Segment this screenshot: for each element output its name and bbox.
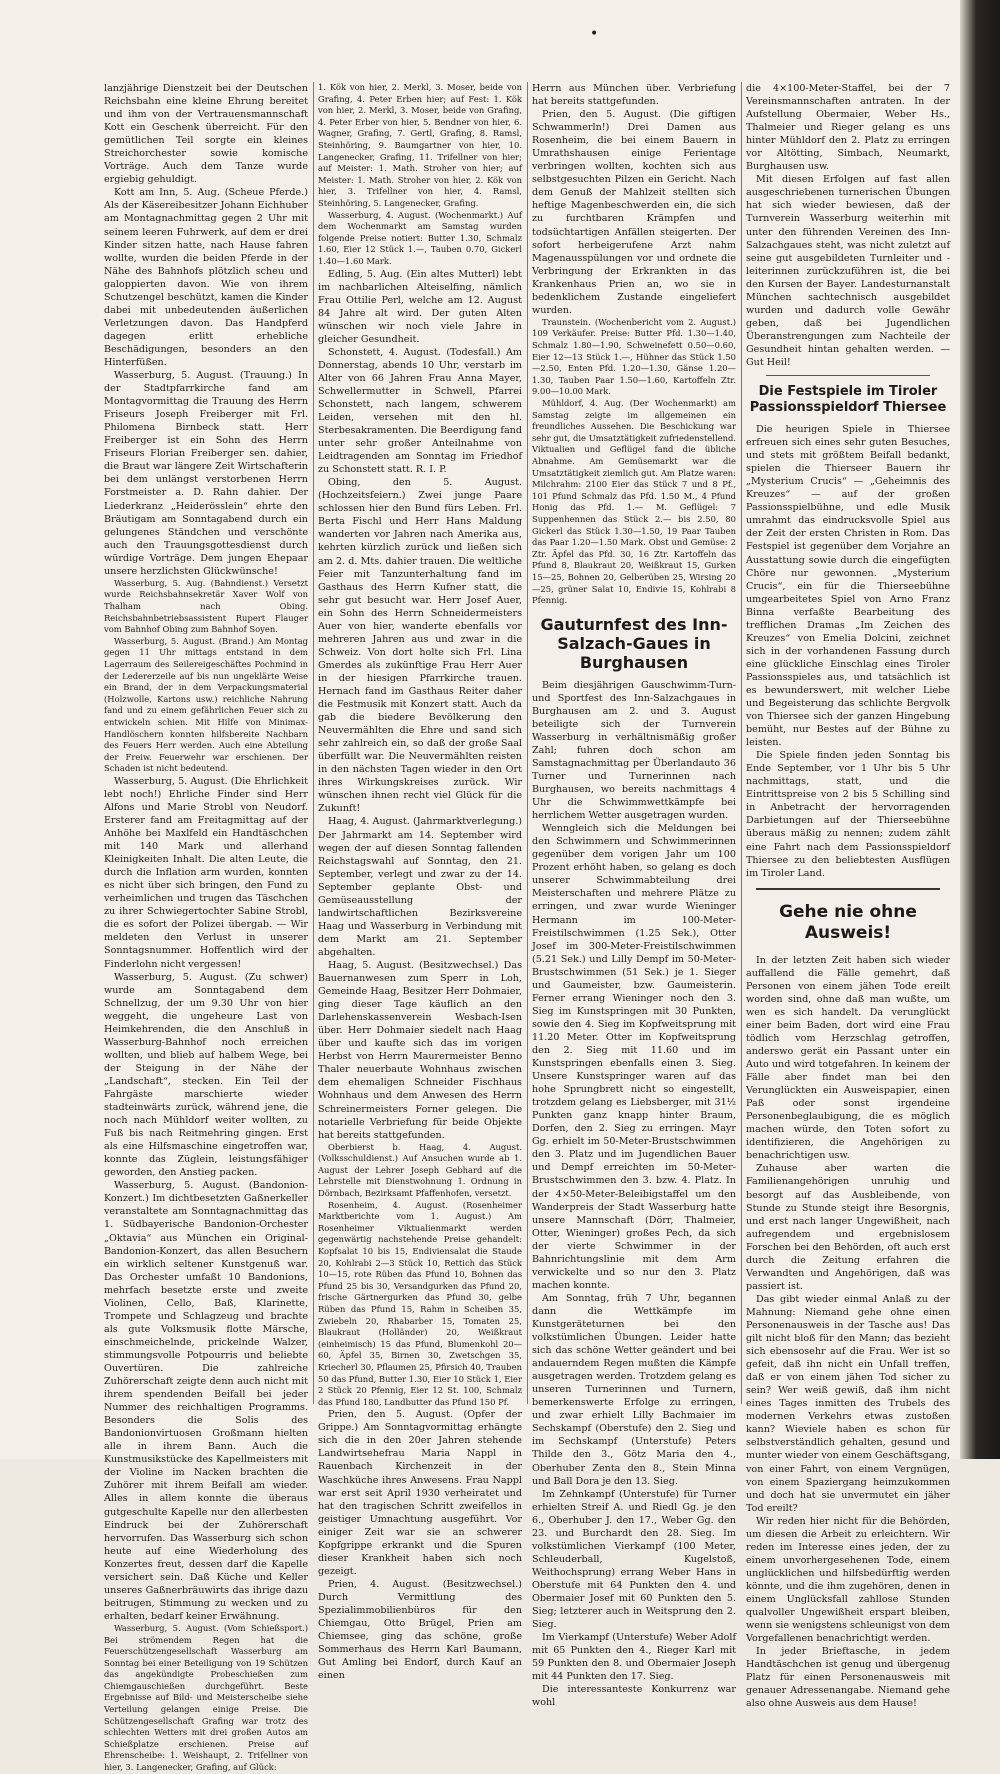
article-paragraph: Prien, den 5. August. (Opfer der Grippe.) Am Sonntagvormittag erhängte sich die in den 20er Jahren stehende Landwirtsehefrau Maria Nappl in Rauenbach Kirchenzeit in der Waschküche ihres Anwesens. Frau Nappl war erst seit April 1930 verheiratet und hat den tragischen Schritt zweifellos in geistiger Umnachtung ausgeführt. Vor einiger Zeit war sie an schwerer Kopfgrippe erkrankt und die Spuren dieser Krankheit haben sich noch gezeigt. (318, 1409, 522, 1577)
article-paragraph: Die Spiele finden jeden Sonntag bis Ende September, vor 1 Uhr bis 5 Uhr nachmittags, statt, und die Eintrittspreise von 2 bis 5 Schilling sind in Anbetracht der hervorragenden Darbietungen auf der Thierseebühne überaus mäßig zu nennen; zudem zählt eine Fahrt nach dem Passionsspieldorf Thiersee zu den beliebtesten Ausflügen im Tiroler Land. (746, 750, 950, 879)
article-headline: Gauturnfest des Inn-Salzach-Gaues in Burghausen (540, 614, 728, 672)
article-paragraph: Wasserburg, 5. August. (Vom Schießsport.) Bei strömendem Regen hat die Feuerschützengesellschaft Wasserburg am Sonntag bei einer Beteiligung von 19 Schützen das angekündigte Probeschießen zum Chiemgauschießen durchgeführt. Beste Ergebnisse auf Bild- und Meisterscheibe siehe Verteilung gelangen einige Preise. Die Schützengesellschaft Grafing war trotz des schlechten Wetters mit drei großen Autos am Schießplatze erschienen. Preise auf Ehrenscheibe: 1. Weishaupt, 2. Trifellner von hier, 3. Langenecker, Grafing, auf Glück: (104, 1622, 308, 1773)
article-paragraph: Beim diesjährigen Gauschwimm-Turn- und Sportfest des Inn-Salzachgaues in Burghausen am 2. und 3. August beteiligte sich der Turnverein Wasserburg in verhältnismäßig großer Zahl; fuhren doch schon am Samstagnachmittag per Überlandauto 36 Turner und Turnerinnen nach Burghausen, wo bereits nachmittags 4 Uhr die Schwimmwettkämpfe bei herrlichem Wetter ausgetragen wurden. (532, 679, 736, 822)
column-4 (746, 82, 950, 1710)
article-paragraph: Am Sonntag, früh 7 Uhr, begannen dann die Wettkämpfe im Kunstgeräteturnen bei den volkstümlichen Übungen. Leider hatte sich das schöne Wetter geändert und bei andauerndem Regen mußten die Kämpfe ausgetragen werden. Trotzdem gelang es unseren Turnerinnen und Turnern, bemerkenswerte Erfolge zu erringen, und zwar erhielt Lilly Bachmaier im Sechskampf (Oberstufe) den 2. Sieg und im Sechskampf (Unterstufe) Peters Thilde den 3., Götz Maria den 4., Oberhuber Zenta den 8., Stein Minna und Ball Dora je den 13. Sieg. (532, 1292, 736, 1487)
article-paragraph: Wasserburg, 5. August. (Bandonion-Konzert.) Im dichtbesetzten Gaßnerkeller veranstaltete am Sonntagnachmittag das 1. Südbayerische Bandonion-Orchester „Oktavia“ aus München ein Original-Bandonion-Konzert, das allen Besuchern ein wirklich seltener Kunstgenuß war. Das Orchester umfaßt 10 Bandonions, mehrfach besetzte erste und zweite Violinen, Cello, Baß, Klarinette, Trompete und Schlagzeug und brachte als gute Volksmusik flotte Märsche, einschmeichelnde, prickelnde Walzer, stimmungsvolle Potpourris und beliebte Ouvertüren. Die zahlreiche Zuhörerschaft zeigte denn auch nicht mit ihrem spendenden Beifall bei jeder Nummer des reichhaltigen Programms. Besonders die Solis des Bandonionvirtuosen Großmann hielten alle in ihrem Bann. Auch die Kunstmusikstücke des Kapellmeisters mit der Violine im Nacken brachten die Zuhörer mit ihrem Beifall am wieder. Alles in allem konnte die überaus gutgeschulte Kapelle nur den allerbesten Eindruck bei der Zuhörerschaft hervorrufen. Das Wasserburg sich schon heute auf eine Wiederholung des Konzertes freut, dessen darf die Kapelle versichert sein. Daß Küche und Keller unseres Gaßnerbräuwirts das ihrige dazu beitrugen, Stimmung zu wecken und zu erhalten, bedarf keiner Erwähnung. (104, 1180, 308, 1622)
article-paragraph: Herrn aus München über. Verbriefung hat bereits stattgefunden. (532, 83, 736, 108)
article-paragraph: Rosenheim, 4. August. (Rosenheimer Marktberichte vom 1. August.) Am Rosenheimer Viktualienmarkt werden gegenwärtig nachstehende Preise gehandelt: Kopfsalat 10 bis 15, Endiviensalat die Staude 20, Kohlrabi 2—3 Stück 10, Rettich das Stück 10—15, rote Rüben das Pfund 10, Bohnen das Pfund 25 bis 30, Versandgurken das Pfund 20, frische Gärtnergurken das Pfund 30, gelbe Rüben das Pfund 15, Rahm in Scheiben 35, Zwiebeln 20, Rhabarber 15, Tomaten 25, Blaukraut (Holländer) 20, Weißkraut (einheimisch) 15 das Pfund, Blumenkohl 20—60, Äpfel 35, Birnen 30, Zwetschgen 35, Kriecherl 30, Pflaumen 25, Pfirsich 40, Trauben 50 das Pfund, Butter 1.30, Eier 10 Stück 1, Eier 2 Stück 20 Pfennig, Eier 12 St. 100, Schmalz das Pfund 180, Landbutter das Pfund 150 Pf. (318, 1199, 522, 1407)
article-paragraph: Oberbierst b. Haag, 4. August. (Volksschuldienst.) Auf Ansuchen wurde ab 1. August der Lehrer Joseph Gebhard auf die Lehrstelle mit Dienstwohnung 1. Ordnung in Dörnbach, Bezirksamt Pfaffenhofen, versetzt. (318, 1141, 522, 1199)
article-paragraph: Die interessanteste Konkurrenz war wohl (532, 1684, 736, 1709)
section-separator (756, 888, 940, 890)
article-paragraph: Wasserburg, 5. Aug. (Bahndienst.) Versetzt wurde Reichsbahnsekretär Xaver Wolf von Thalham nach Obing. Reichsbahnbetriebsassistent Rupert Flauger vom Bahnhof Obing zum Bahnhof Soyen. (104, 577, 308, 635)
article-paragraph: Im Vierkampf (Unterstufe) Weber Adolf mit 65 Punkten den 4., Rieger Karl mit 59 Punkten den 8. und Obermaier Joseph mit 44 Punkten den 17. Sieg. (532, 1632, 736, 1683)
article-paragraph: Mühldorf, 4. Aug. (Der Wochenmarkt) am Samstag zeigte im allgemeinen ein freundliches Aussehen. Die Beschickung war sehr gut, die Umsatztätigkeit zufriedenstellend. Viktualien und Geflügel fand die übliche Abnahme. Am Gemüsemarkt war die Umsatztätigkeit ziemlich gut. Am Platze waren: Milchrahm: 2100 Eier das Stück 7 und 8 Pf., 101 Pfund Schmalz das Pfd. 1.50 M., 4 Pfund Honig das Pfd. 1.— M. Geflügel: 7 Suppenhennen das Stück 2.— bis 2.50, 80 Gickerl das Stück 1.30—1.50, 19 Paar Tauben das Paar 1.20—1.50 Mark. Obst und Gemüse: 2 Ztr. Äpfel das Pfd. 30, 16 Ztr. Kartoffeln das Pfund 8, Blaukraut 20, Weißkraut 15, Gurken 15—25, Bohnen 20, Gelberüben 25, Wirsing 20—25, grüner Salat 10, Endivie 15, Kohlrabi 8 Pfennig. (532, 398, 736, 606)
article-paragraph: Prien, den 5. August. (Die giftigen Schwammerln!) Drei Damen aus Rosenheim, die bei einem Bauern in Umrathshausen einige Ferientage verbringen wollten, kochten sich aus selbstgesuchten Pilzen ein Gericht. Nach dem Genuß der Mahlzeit stellten sich heftige Magenbeschwerden ein, die sich zu furchtbaren Krämpfen und todsüchtartigen Anfällen steigerten. Der sofort herbeigerufene Arzt nahm Magenausspülungen vor und ordnete die Verbringung der Erkrankten in das Krankenhaus Prien an, wo sie in bedenklichem Zustande eingeliefert wurden. (532, 109, 736, 316)
article-headline: Die Festspiele im Tiroler Passionsspieldorf Thiersee (749, 384, 947, 416)
article-paragraph: Wenngleich sich die Meldungen bei den Schwimmern und Schwimmerinnen gegenüber dem vorigen Jahr um 100 Prozent erhöht haben, so gelang es doch unserer Schwimmabteilung drei Meisterschaften und mehrere Plätze zu erringen, und zwar wurde Wieninger Hermann im 100-Meter-Freistilschwimmen (1.25 Sek.), Otter Josef im 300-Meter-Freistilschwimmen (5.21 Sek.) und Lilly Dempf im 50-Meter-Brustschwimmen (51 Sek.) je 1. Sieger und Gaumeister, bzw. Gaumeisterin. Ferner errang Wieninger noch den 3. Sieg im Kunstspringen mit 30 Punkten, sowie den 4. Sieg im Kopfweitsprung mit 11.20 Meter. Otter im Kopfweitsprung den 2. Sieg mit 11.60 und im Kunstspringen ebenfalls einen 3. Sieg. Unsere Kunstspringer waren auf das hohe Sprungbrett nicht so eingestellt, trotzdem gelang es Liebsberger, mit 31½ Punkten ganz knapp hinter Braum, Dorfen, den 2. Sieg zu erringen. Mayr Gg. erhielt im 50-Meter-Brustschwimmen den 3. Platz und im Jugendlichen Bauer und Dempf erreichten im 50-Meter-Brustschwimmen den 3. bzw. 4. Platz. In der 4×50-Meter-Beleibigstaffel um den Wanderpreis der Stadt Wasserburg hatte unsere Mannschaft (Dörr, Thalmeier, Otter, Wieninger) großes Pech, da sich der vierte Schwimmer in der Bahnrichtungslinie mit dem Arm verwickelte und so nur den 3. Platz machen konnte. (532, 823, 736, 1291)
article-paragraph: Traunstein. (Wochenbericht vom 2. August.) 109 Verkäufer. Preise: Butter Pfd. 1.30—1.40, Schmalz 1.80—1.90, Schweinefett 0.50—0.60, Eier 12—13 Stück 1.—, Hühner das Stück 1.50—2.50, Enten Pfd. 1.20—1.30, Gänse 1.20—1.30, Tauben Paar 1.50—1.60, Kartoffeln Ztr. 9.00—10.00 Mark. (532, 316, 736, 397)
article-paragraph: Wir reden hier nicht für die Behörden, um diesen die Arbeit zu erleichtern. Wir reden im Interesse eines jeden, der zu einem unvorhergesehenen Tode, einem unglücklichen und hilfsbedürftig werden könnte, und die ihm zugehören, denen in einem Unglücksfall zahllose Stunden qualvoller Ungewißheit erspart bleiben, wenn sie wenigstens schleunigst von dem Vorgefallenen benachrichtigt werden. (746, 1515, 950, 1645)
article-paragraph: Schonstett, 4. August. (Todesfall.) Am Donnerstag, abends 10 Uhr, verstarb im Alter von 66 Jahren Frau Anna Mayer, Schwellermutter in Schwell, Pfarrei Schonstett, nach langem, schwerem Leiden, versehen mit den hl. Sterbesakramenten. Die Beerdigung fand unter sehr großer Anteilnahme von Leidtragenden am Sonntag im Friedhof zu Schonstett statt. R. I. P. (318, 346, 522, 476)
article-paragraph: Das gibt wieder einmal Anlaß zu der Mahnung: Niemand gehe ohne einen Personenausweis in der Tasche aus! Das gilt nicht bloß für den Mann; das bezieht sich ebensosehr auf die Frau. Wer ist so gefeit, daß ihn nicht ein Unfall treffen, daß er von einem jähen Tod sicher zu sein? Wer weiß gewiß, daß ihm nicht eines Tages inmitten des Trubels des modernen Verkehrs etwas zustoßen kann? Wieviele haben es schon für selbstverständlich gehalten, gesund und munter wieder von einem Geschäftsgang, von einer Fahrt, von einem Vergnügen, von einem Spaziergang heimzukommen und doch hat sie unvermutet ein jäher Tod ereilt? (746, 1293, 950, 1514)
article-paragraph: Im Zehnkampf (Unterstufe) für Turner erhielten Streif A. und Riedl Gg. je den 6., Oberhuber J. den 17., Weber Gg. den 23. und Burchardt den 28. Sieg. Im volkstümlichen Vierkampf (100 Meter, Schleuderball, Kugelstoß, Weithochsprung) errang Weber Hans in Oberstufe mit 64 Punkten den 4. und Obermaier Josef mit 60 Punkten den 5. Sieg; letzterer auch in Weitsprung den 2. Sieg. (532, 1488, 736, 1631)
column-rule (313, 82, 314, 1404)
article-headline: Gehe nie ohne Ausweis! (779, 901, 917, 943)
article-paragraph: Haag, 4. August. (Jahrmarktverlegung.) Der Jahrmarkt am 14. September wird wegen der auf diesen Sonntag fallenden Reichstagswahl auf Sonntag, den 21. September, verlegt und zwar zu der 14. September geplante Obst- und Gemüseausstellung der landwirtschaftlichen Bezirksvereine Haag und Wasserburg in Verbindung mit dem Markt am 21. September abgehalten. (318, 816, 522, 958)
column-rule (741, 82, 742, 1404)
article-paragraph: lanzjährige Dienstzeit bei der Deutschen Reichsbahn eine kleine Ehrung bereitet und ihm von der Vertrauensmannschaft Kott ein Geschenk überreicht. Für den gemütlichen Teil sorgte ein kleines Streichorchester sowie komische Vorträge. Auch dem Tanze wurde ergiebig gehuldigt. (104, 83, 308, 186)
article-paragraph: Zuhause aber warten die Familienangehörigen unruhig und besorgt auf das Ausbleibende, von Stunde zu Stunde steigt ihre Besorgnis, und erst nach langer Ungewißheit, nach aufregendem und ergebnislosem Forschen bei den Behörden, oft auch erst durch die Zeitung erfahren die Verwandten und Angehörigen, daß was passiert ist. (746, 1163, 950, 1292)
column-1 (104, 82, 308, 1773)
column-rule (527, 82, 528, 1404)
article-paragraph: Edling, 5. Aug. (Ein altes Mutterl) lebt im nachbarlichen Alteiselfing, nämlich Frau Ottilie Perl, welche am 12. August 84 Jahre alt wird. Der guten Alten wünschen wir noch viele Jahre in gleicher Gesundheit. (318, 268, 522, 345)
article-paragraph: Kott am Inn, 5. Aug. (Scheue Pferde.) Als der Käsereibesitzer Johann Eichhuber am Montagnachmittag gegen 2 Uhr mit seinem leeren Fuhrwerk, auf dem er drei Kinder sitzen hatte, nach Hause fahren wollte, wurden die beiden Pferde in der Nähe des Bahnhofs plötzlich scheu und galoppierten davon. Wie von ihrem Schutzengel beschützt, kamen die Kinder dabei mit unbedeutenden äußerlichen Verletzungen davon. Das Handpferd dagegen erlitt erhebliche Beschädigungen, besonders an den Hinterfüßen. (104, 187, 308, 368)
article-paragraph: Die heurigen Spiele in Thiersee erfreuen sich eines sehr guten Besuches, und stets mit größtem Beifall bedankt, spielen die Thierseer Bauern ihr „Mysterium Crucis“ — „Geheimnis des Kreuzes“ — auf der großen Passionsspielbühne, und edle Musik umrahmt das eindrucksvolle Spiel aus der Zeit der ersten Christen in Rom. Das Festspiel ist gegenüber dem Vorjahre an Ausstattung sowie durch die eingefügten Chöre nur gewonnen. „Mysterium Crucis“, ein für die Thierseebühne umgearbeitetes Spiel von Arno Franz Binna verfaßte Bearbeitung des trefflichen Dramas „Im Zeichen des Kreuzes“ von Emelia Dolcini, zeichnet sich in der vorhandenen Fassung durch eine glückliche Einschlag eines Tiroler Passionsspieles aus, und tatsächlich ist es bewunderswert, mit welcher Liebe und Begeisterung das schlichte Bergvolk von Thiersee sich der ganzen Hingebung bemüht, nur Bestes auf der Bühne zu leisten. (746, 424, 950, 749)
article-paragraph: Wasserburg, 5. August. (Zu schwer) wurde am Sonntagabend dem Schnellzug, der um 9.30 Uhr von hier weggeht, die ungeheure Last von Heimkehrenden, die den Anschluß in Wasserburg-Bahnhof noch erreichen wollten, und blieb auf halbem Wege, bei der Steigung in der Nähe der „Landschaft“, stecken. Ein Teil der Fahrgäste marschierte wieder stadteinwärts zurück, während jene, die noch nach Mühldorf weiter wollten, zu Fuß bis nach Reitmehring gingen. Erst als eine Hilfsmaschine eingetroffen war, konnte das Züglein, leistungsfähiger geworden, den Anstieg packen. (104, 971, 308, 1179)
column-2 (318, 82, 522, 1682)
page-mark: • (590, 26, 599, 42)
article-paragraph: Haag, 5. August. (Besitzwechsel.) Das Bauernanwesen zum Sperr in Loh, Gemeinde Haag, Besitzer Herr Dohmaier, ging dieser Tage käuflich an den Darlehenskassenverein Wesbach-Isen über. Herr Dohmaier siedelt nach Haag über und kaufte sich das im vorigen Herbst von Herrn Maurermeister Benno Thaler neuerbaute Wohnhaus zwischen dem ehemaligen Schneider Fischhaus Wohnhaus und dem Anwesen des Herrn Schreinermeisters Forner gelegen. Die notarielle Verbriefung für beide Objekte hat bereits stattgefunden. (318, 959, 522, 1141)
article-paragraph: die 4×100-Meter-Staffel, bei der 7 Vereinsmannschaften antraten. In der Aufstellung Obermaier, Weber Hs., Thalmeier und Rieger gelang es uns hinter Mühldorf den 2. Platz zu erringen vor Altötting, Simbach, Neumarkt, Burghausen usw. (746, 83, 950, 173)
article-paragraph: Mit diesen Erfolgen auf fast allen ausgeschriebenen turnerischen Übungen hat sich wieder bewiesen, daß der Turnverein Wasserburg weiterhin mit unter den führenden Vereinen des Inn-Salzachgaues steht, was nicht zuletzt auf seine gut ausgebildeten Turnleiter und -leiterinnen zurückzuführen ist, die bei den Kursen der Bayer. Landesturnanstalt München sachtechnisch ausgebildet wurden und dadurch volle Gewähr geben, daß bei Jugendlichen Überanstrengungen zum Nachteile der Gesundheit hintan gehalten werden. — Gut Heil! (746, 174, 950, 368)
article-paragraph: Prien, 4. August. (Besitzwechsel.) Durch Vermittlung des Spezialimmobilienbüros für den Chiemgau, Otto Brügel, Prien am Chiemsee, ging das schöne, große Sommerhaus des Herrn Karl Baumann, Gut Amling bei Endorf, durch Kauf an einen (318, 1578, 522, 1682)
article-paragraph: In der letzten Zeit haben sich wieder auffallend die Fälle gemehrt, daß Personen von einem jähen Tode ereilt worden sind, ohne daß man wußte, um wen es sich handelt. Da verunglückt einer beim Baden, dort wird eine Frau tödlich vom Herzschlag getroffen, anderswo gerät ein Passant unter ein Auto und wird totgefahren. In keinem der Fälle aber findet man bei den Verunglückten ein Ausweispapier, einen Paß oder sonst irgendeine Personenbeglaubigung, die es möglich machen würde, den Toten sofort zu identifizieren, die Angehörigen zu benachrichtigen usw. (746, 954, 950, 1162)
section-separator (766, 375, 930, 376)
article-paragraph: 1. Kök von hier, 2. Merkl, 3. Moser, beide von Grafing, 4. Peter Erben hier; auf Fest: 1. Kök von hier, 2. Merkl, 3. Moser, beide von Grafing, 4. Peter Erber von hier, 5. Bendner von hier, 6. Wagner, Grafing, 7. Gertl, Grafing, 8. Ramsl, Steinhöring, 9. Baumgartner von hier, 10. Langenecker, Grafing, 11. Trifellner von hier; auf Meister: 1. Math. Stroher von hier; auf Meister: 1. Math. Stroher von hier, 2. Kök von hier, 3. Trifellner von hier, 4. Ramsl, Steinhöring, 5. Langenecker, Grafing. (318, 82, 522, 208)
page-binding-edge (960, 0, 1000, 1459)
article-paragraph: Obing, den 5. August. (Hochzeitsfeiern.) Zwei junge Paare schlossen hier den Bund fürs Leben. Frl. Berta Fischl und Herr Hans Maldung wanderten vor Jahren nach Amerika aus, kehrten kürzlich zurück und ließen sich am 2. d. Mts. dahier trauen. Die weltliche Feier mit Tanzunterhaltung fand im Gasthaus des Herrn Kufner statt, die sehr gut besucht war. Herr Josef Auer, ein Sohn des Herrn Schneidermeisters Auer von hier, wanderte ebenfalls vor mehreren Jahren aus und zwar in die Schweiz. Von dort holte sich Frl. Lina Gmerdes als zukünftige Frau Herr Auer in der hiesigen Pfarrkirche trauen. Hernach fand im Gasthaus Reiter daher die Festmusik mit Konzert statt. Auch da gab die biedere Bevölkerung den Neuvermählten die Ehre und sand sich sehr zahlreich ein, so daß der große Saal überfüllt war. Die Neuvermählten reisten in den nächsten Tagen wieder in den Ort ihres Wirkungskreises zurück. Wir wünschen ihnen recht viel Glück für die Zukunft! (318, 477, 522, 815)
article-paragraph: Wasserburg, 4. August. (Wochenmarkt.) Auf dem Wochenmarkt am Samstag wurden folgende Preise notiert: Butter 1.30, Schmalz 1.60, Eier 12 Stück 1.—, Tauben 0.70, Gickerl 1.40—1.60 Mark. (318, 209, 522, 266)
column-3 (532, 82, 736, 1709)
article-paragraph: Wasserburg, 5. August. (Trauung.) In der Stadtpfarrkirche fand am Montagvormittag die Trauung des Herrn Friseurs Joseph Freiberger mit Frl. Philomena Birnbeck statt. Herr Freiberger ist ein Sohn des Herrn Friseurs Florian Freiberger sen. dahier, die Braut war längere Zeit Wirtschafterin bei dem unlängst verstorbenen Herrn Forstmeister a. D. Rahn dahier. Der Liederkranz „Heiderösslein“ ehrte den Bräutigam am Sonntagabend durch ein gelungenes Ständchen und verschönte auch den Trauungsgottesdienst durch würdige Vorträge. Dem jungen Ehepaar unsere herzlichsten Glückwünsche! (104, 370, 308, 577)
article-paragraph: Wasserburg, 5. August. (Brand.) Am Montag gegen 11 Uhr mittags entstand in dem Lagerraum des Seilereigeschäftes Pochmind in der Ledererzeile auf bis nun ungeklärte Weise ein Brand, der in dem Verpackungsmaterial (Holzwolle, Kartons usw.) reichliche Nahrung fand und zu einem gefährlichen Feuer sich zu entwickeln schien. Mit Hilfe von Minimax-Handlöschern konnten hilfsbereite Nachbarn des Feuers Herr werden. Auch eine Abteilung der Freiw. Feuerwehr war erschienen. Der Schaden ist nicht bedeutend. (104, 635, 308, 774)
article-paragraph: In jeder Brieftasche, in jedem Handtäschchen ist genug und übergenug Platz für einen Personenausweis mit genauer Adressenangabe. Niemand gehe also ohne Ausweis aus dem Hause! (746, 1646, 950, 1710)
article-paragraph: Wasserburg, 5. August. (Die Ehrlichkeit lebt noch!) Ehrliche Finder sind Herr Alfons und Marie Strobl von Neudorf. Ersterer fand am Freitagmittag auf der Anhöhe bei Maxlfeld ein Handtäschchen mit 140 Mark und allerhand Kleinigkeiten Inhalt. Die alten Leute, die durch die Inflation arm wurden, konnten es nicht über sich bringen, den Fund zu verheimlichen und trugen das Täschchen zu ihrer Schwiegertochter Sabine Strobl, die es sofort der Polizei übergab. — Wir meldeten den Verlust in unserer Sonntagsnummer. Hoffentlich wird der Finderlohn nicht vergessen! (104, 775, 308, 970)
